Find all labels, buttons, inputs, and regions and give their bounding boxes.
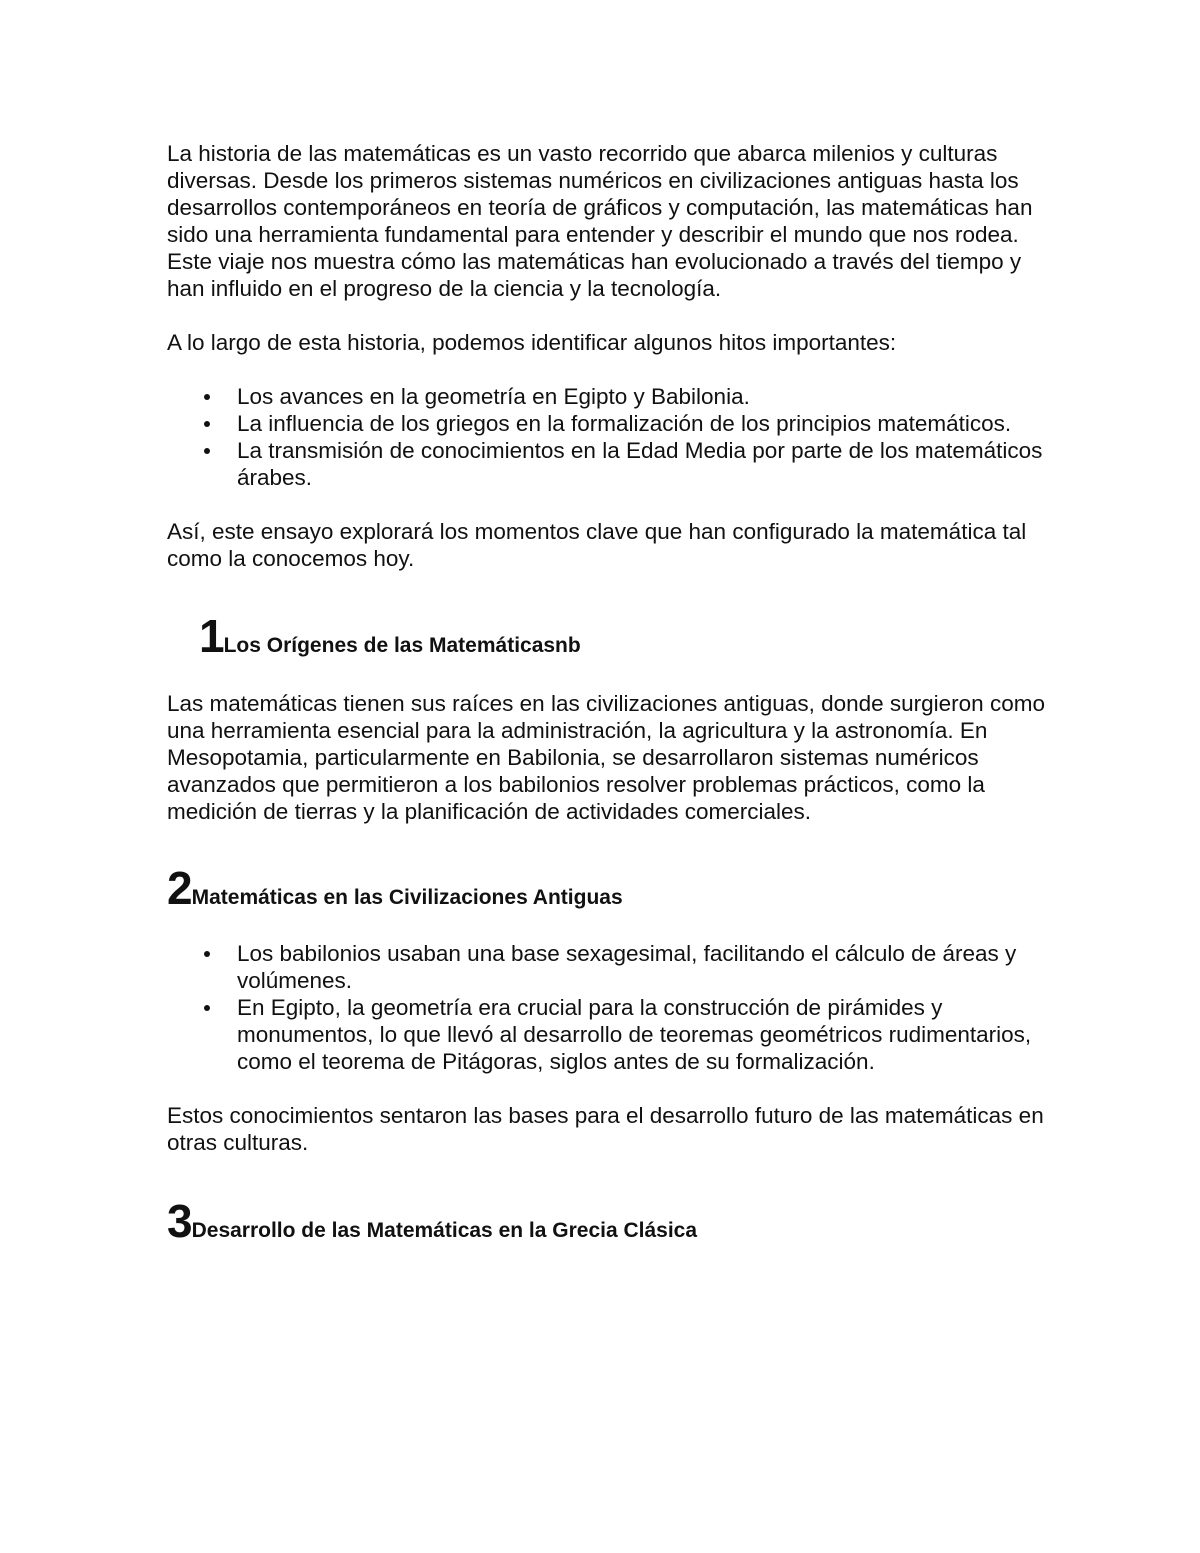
document-body <box>167 140 1047 1247</box>
section-number: 3 <box>167 1195 191 1247</box>
section-2-paragraph: Estos conocimientos sentaron las bases para el desarrollo futuro de las matemáticas en otras culturas. <box>167 1103 1044 1155</box>
milestones-lead-paragraph: A lo largo de esta historia, podemos identificar algunos hitos importantes: <box>167 330 897 355</box>
milestones-list <box>167 383 1047 491</box>
section-1-paragraph: Las matemáticas tienen sus raíces en las civilizaciones antiguas, donde surgieron como una herramienta esencial para la administración, la agricultura y la astronomía. En Mesopotamia, particularmente en Babilonia, se desarrollaron sistemas numéricos avanzados que permitieron a los babilonios resolver problemas prácticos, como la medición de tierras y la planificación de actividades comerciales. <box>167 691 1045 824</box>
section-title: Los Orígenes de las Matemáticasnb <box>223 634 581 657</box>
section-heading-2 <box>167 862 1047 914</box>
list-item: Los babilonios usaban una base sexagesimal, facilitando el cálculo de áreas y volúmenes. <box>167 940 1047 994</box>
section-number: 1 <box>199 610 223 662</box>
section-heading-1 <box>199 610 1047 662</box>
section-title: Matemáticas en las Civilizaciones Antiguas <box>191 886 623 909</box>
section-2-list <box>167 940 1047 1075</box>
section-title: Desarrollo de las Matemáticas en la Grecia Clásica <box>191 1219 698 1242</box>
section-heading-3 <box>167 1195 1047 1247</box>
list-item: Los avances en la geometría en Egipto y Babilonia. <box>167 383 1047 410</box>
section-number: 2 <box>167 862 191 914</box>
list-item: La influencia de los griegos en la formalización de los principios matemáticos. <box>167 410 1047 437</box>
intro-paragraph: La historia de las matemáticas es un vasto recorrido que abarca milenios y culturas diversas. Desde los primeros sistemas numéricos en civilizaciones antiguas hasta los desarrollos contemporáneos en teoría de gráficos y computación, las matemáticas han sido una herramienta fundamental para entender y describir el mundo que nos rodea. Este viaje nos muestra cómo las matemáticas han evolucionado a través del tiempo y han influido en el progreso de la ciencia y la tecnología. <box>167 141 1033 301</box>
list-item: La transmisión de conocimientos en la Edad Media por parte de los matemáticos árabes. <box>167 437 1047 491</box>
list-item: En Egipto, la geometría era crucial para la construcción de pirámides y monumentos, lo que llevó al desarrollo de teoremas geométricos rudimentarios, como el teorema de Pitágoras, siglos antes de su formalización. <box>167 994 1047 1075</box>
intro-conclusion-paragraph: Así, este ensayo explorará los momentos clave que han configurado la matemática tal como la conocemos hoy. <box>167 519 1027 571</box>
